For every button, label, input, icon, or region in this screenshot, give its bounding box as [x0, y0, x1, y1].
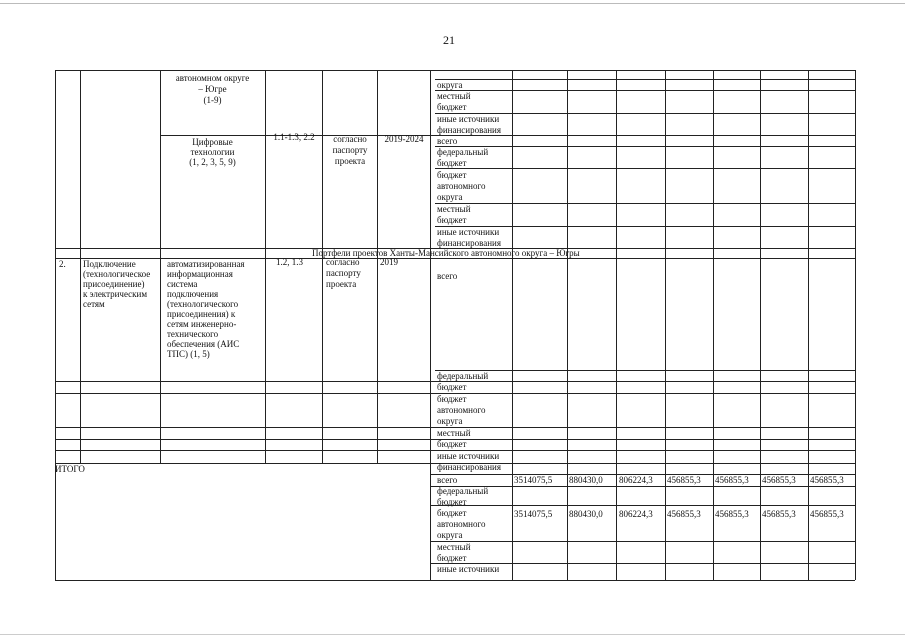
project-line: технического [167, 329, 219, 339]
project-name-line: – Югре [198, 84, 227, 94]
total-label: ИТОГО [55, 464, 85, 474]
value-cell: 456855,3 [715, 509, 749, 519]
project-name-line: присоединение) [83, 279, 145, 289]
col-line [512, 70, 513, 580]
row-line [435, 79, 855, 80]
section-heading: Портфели проектов Ханты-Мансийского автономного округа – Югры [312, 248, 580, 258]
scan-edge-bottom [0, 634, 905, 635]
project-name-line: (1, 2, 3, 5, 9) [189, 157, 236, 167]
col-line [760, 70, 761, 580]
project-line: подключения [167, 289, 219, 299]
project-line: система [167, 279, 198, 289]
amount-line: согласно [333, 134, 367, 144]
col-line [265, 70, 266, 463]
col-line [616, 70, 617, 580]
source-label: местный [437, 204, 471, 214]
source-label: федеральный [437, 486, 489, 496]
source-label: финансирования [437, 462, 501, 472]
row-line [435, 168, 855, 169]
source-label: местный [437, 542, 471, 552]
project-line: автоматизированная [167, 259, 245, 269]
project-name-line: сетям [83, 299, 105, 309]
value-cell: 880430,0 [569, 475, 603, 485]
col-line [713, 70, 714, 580]
project-name-line: (технологическое [83, 269, 151, 279]
project-line: ТПС) (1, 5) [167, 349, 210, 359]
project-name-line: к электрическим [83, 289, 148, 299]
source-label: местный [437, 91, 471, 101]
source-label: бюджет [437, 170, 467, 180]
source-label: бюджет [437, 553, 467, 563]
value-cell: 456855,3 [810, 475, 844, 485]
source-label: бюджет [437, 102, 467, 112]
row-line [430, 541, 855, 542]
source-label: автономного [437, 405, 486, 415]
source-label: федеральный [437, 147, 489, 157]
amount-line: согласно [326, 257, 360, 267]
source-label: бюджет [437, 497, 467, 507]
value-cell: 456855,3 [762, 509, 796, 519]
source-label: федеральный [437, 371, 489, 381]
value-cell: 3514075,5 [514, 509, 553, 519]
source-label: округа [437, 192, 463, 202]
table-top-border [55, 70, 855, 71]
project-name-line: технологии [190, 147, 235, 157]
source-label: бюджет [437, 508, 467, 518]
value-cell: 806224,3 [619, 475, 653, 485]
project-line: сетям инженерно- [167, 319, 237, 329]
col-line [855, 70, 856, 580]
project-name-line: Подключение [83, 259, 136, 269]
col-line [322, 70, 323, 463]
value-cell: 456855,3 [667, 509, 701, 519]
row-number: 2. [59, 259, 66, 269]
project-name-line: автономном округе [175, 73, 250, 83]
amount-line: паспорту [332, 145, 368, 155]
amount-line: паспорту [326, 268, 361, 278]
row-line [435, 90, 855, 91]
source-label: иные источники [437, 451, 500, 461]
row-line [430, 486, 855, 487]
source-label: округа [437, 416, 463, 426]
source-label: иные источники [437, 564, 500, 574]
source-label: бюджет [437, 439, 467, 449]
source-label: бюджет [437, 215, 467, 225]
row-line [435, 370, 855, 371]
indicators-cell: 1.2, 1.3 [276, 257, 303, 267]
source-label: бюджет [437, 394, 467, 404]
col-line [160, 70, 161, 463]
source-label: бюджет [437, 158, 467, 168]
value-cell: 456855,3 [667, 475, 701, 485]
project-line: (технологического [167, 299, 239, 309]
value-cell: 456855,3 [715, 475, 749, 485]
source-label: бюджет [437, 382, 467, 392]
source-label: финансирования [437, 125, 501, 135]
project-name-line: (1-9) [203, 95, 222, 105]
indicators-cell: 1.1-1.3, 2.2 [273, 132, 315, 142]
source-label: округа [437, 80, 463, 90]
row-line [430, 505, 855, 506]
col-line [430, 70, 431, 580]
col-line [665, 70, 666, 580]
source-label: финансирования [437, 238, 501, 248]
source-label: всего [437, 271, 458, 281]
source-label: всего [437, 475, 458, 485]
col-line [808, 70, 809, 580]
source-label: иные источники [437, 114, 500, 124]
table-bottom-border [55, 580, 855, 581]
period-cell: 2019-2024 [384, 134, 424, 144]
row-line [435, 146, 855, 147]
col-line [80, 70, 81, 463]
value-cell: 456855,3 [810, 509, 844, 519]
amount-line: проекта [334, 156, 366, 166]
amount-line: проекта [326, 279, 357, 289]
col-line [377, 70, 378, 463]
project-line: присоединения) к [167, 309, 236, 319]
source-label: округа [437, 530, 463, 540]
value-cell: 456855,3 [762, 475, 796, 485]
page-number: 21 [443, 33, 455, 47]
value-cell: 806224,3 [619, 509, 653, 519]
row-line [435, 203, 855, 204]
source-label: автономного [437, 519, 486, 529]
period-cell: 2019 [380, 257, 398, 267]
project-line: информационная [167, 269, 233, 279]
col-line [567, 70, 568, 580]
value-cell: 3514075,5 [514, 475, 553, 485]
value-cell: 880430,0 [569, 509, 603, 519]
source-label: местный [437, 428, 471, 438]
project-name-line: Цифровые [192, 137, 233, 147]
source-label: всего [437, 136, 458, 146]
source-label: автономного [437, 181, 486, 191]
source-label: иные источники [437, 227, 500, 237]
col-line [55, 70, 56, 580]
project-line: обеспечения (АИС [167, 339, 240, 349]
